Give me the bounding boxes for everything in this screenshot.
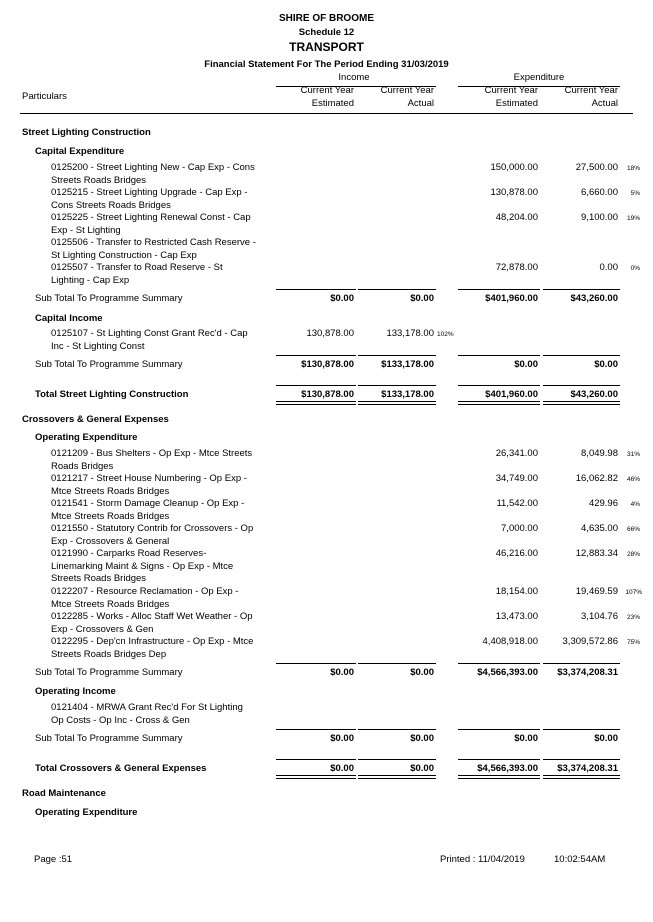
income-actual: $0.00 (410, 667, 434, 678)
exp-estimated: 4,408,918.00 (482, 636, 538, 647)
subtotal-rule (276, 663, 356, 664)
subtotal-rule (543, 289, 620, 290)
group-operating-expenditure: Operating Expenditure (35, 807, 138, 818)
section-street-lighting: Street Lighting Construction (22, 127, 151, 138)
income-actual: $133,178.00 (381, 389, 434, 400)
exp-estimated: 11,542.00 (496, 498, 538, 509)
group-capital-expenditure: Capital Expenditure (35, 146, 125, 157)
subtotal-rule (543, 663, 620, 664)
total-double-rule (458, 775, 540, 779)
exp-estimated: $4,566,393.00 (477, 667, 538, 678)
exp-estimated: 18,154.00 (495, 586, 538, 597)
percent: 46% (626, 476, 640, 483)
subtotal-rule (458, 663, 540, 664)
exp-estimated: $0.00 (514, 733, 538, 744)
total-rule (276, 759, 356, 760)
subtotal-rule (276, 355, 356, 356)
percent: 75% (626, 639, 640, 646)
income-estimated: $0.00 (330, 293, 354, 304)
exp-actual: 16,062.82 (575, 473, 618, 484)
subtotal-label: Sub Total To Programme Summary (35, 293, 183, 304)
exp-estimated: 150,000.00 (490, 162, 538, 173)
schedule-label: Schedule 12 (298, 27, 355, 38)
total-double-rule (276, 401, 356, 405)
total-rule (358, 759, 436, 760)
period-title: Financial Statement For The Period Ending 31/03/2019 (204, 59, 449, 70)
exp-estimated: $0.00 (514, 359, 538, 370)
line-description: 0121404 - MRWA Grant Rec'd For St Lighting Op Costs - Op Inc - Cross & Gen (51, 702, 243, 726)
percent: 28% (626, 551, 640, 558)
income-header: Income (338, 72, 370, 83)
exp-actual: 27,500.00 (575, 162, 618, 173)
income-estimated: 130,878.00 (306, 328, 354, 339)
subtotal-rule (358, 289, 436, 290)
total-label: Total Crossovers & General Expenses (35, 763, 207, 774)
line-description: 0125507 - Transfer to Road Reserve - St Lighting - Cap Exp (51, 262, 223, 286)
exp-actual: $43,260.00 (570, 293, 618, 304)
exp-actual: $3,374,208.31 (557, 667, 618, 678)
line-description: 0122207 - Resource Reclamation - Op Exp - Mtce Streets Roads Bridges (51, 586, 239, 610)
exp-actual: 12,883.34 (575, 548, 618, 559)
line-description: 0125225 - Street Lighting Renewal Const - Cap Exp - St Lighting (51, 212, 251, 236)
header-divider (20, 113, 633, 114)
group-operating-expenditure: Operating Expenditure (35, 432, 138, 443)
percent: 5% (630, 190, 640, 197)
line-description: 0125107 - St Lighting Const Grant Rec'd - Cap Inc - St Lighting Const (51, 328, 248, 352)
exp-actual: 6,660.00 (581, 187, 618, 198)
income-actual: $0.00 (410, 733, 434, 744)
exp-estimated: $401,960.00 (485, 293, 538, 304)
exp-estimated: $401,960.00 (485, 389, 538, 400)
section-title: TRANSPORT (289, 40, 364, 54)
exp-estimated: 130,878.00 (490, 187, 538, 198)
total-rule (543, 759, 620, 760)
subtotal-rule (358, 729, 436, 730)
page-number: Page :51 (34, 854, 73, 865)
subtotal-rule (458, 729, 540, 730)
percent: 4% (630, 501, 640, 508)
income-actual: $133,178.00 (381, 359, 434, 370)
total-double-rule (543, 775, 620, 779)
group-capital-income: Capital Income (35, 313, 103, 324)
exp-actual: 4,635.00 (581, 523, 618, 534)
exp-estimated: 46,216.00 (495, 548, 538, 559)
percent: 0% (630, 265, 640, 272)
exp-estimated: 13,473.00 (495, 611, 538, 622)
exp-actual: 429.96 (588, 498, 618, 509)
section-road-maintenance: Road Maintenance (22, 788, 106, 799)
percent: 107% (625, 589, 642, 596)
income-estimated: $0.00 (330, 733, 354, 744)
exp-actual: 8,049.98 (581, 448, 618, 459)
exp-estimated: 72,878.00 (495, 262, 538, 273)
subtotal-rule (543, 729, 620, 730)
subtotal-label: Sub Total To Programme Summary (35, 667, 183, 678)
exp-estimated: 7,000.00 (501, 523, 538, 534)
income-estimated: $130,878.00 (301, 359, 354, 370)
line-description: 0121541 - Storm Damage Cleanup - Op Exp - Mtce Streets Roads Bridges (51, 498, 245, 522)
org-name: SHIRE OF BROOME (278, 13, 374, 24)
income-estimated: $130,878.00 (301, 389, 354, 400)
income-actual: $0.00 (410, 763, 434, 774)
particulars-header: Particulars (22, 91, 67, 102)
line-description: 0121550 - Statutory Contrib for Crossovers - Op Exp - Crossovers & General (51, 523, 254, 547)
percent: 102% (437, 331, 454, 338)
exp-estimated: $4,566,393.00 (477, 763, 538, 774)
total-rule (458, 385, 540, 386)
percent: 19% (626, 215, 640, 222)
exp-estimated: 48,204.00 (495, 212, 538, 223)
exp-est-header: Current Year Estimated (484, 85, 538, 109)
exp-estimated: 34,749.00 (495, 473, 538, 484)
line-description: 0125215 - Street Lighting Upgrade - Cap Exp - Cons Streets Roads Bridges (51, 187, 248, 211)
exp-actual: $0.00 (594, 733, 618, 744)
total-double-rule (458, 401, 540, 405)
subtotal-rule (276, 289, 356, 290)
group-operating-income: Operating Income (35, 686, 116, 697)
income-actual: 133,178.00 (386, 328, 434, 339)
percent: 23% (626, 614, 640, 621)
exp-actual: 3,309,572.86 (562, 636, 618, 647)
percent: 31% (626, 451, 640, 458)
exp-actual: $43,260.00 (570, 389, 618, 400)
total-double-rule (358, 775, 436, 779)
exp-actual: 3,104.76 (581, 611, 618, 622)
income-estimated: $0.00 (330, 667, 354, 678)
subtotal-label: Sub Total To Programme Summary (35, 733, 183, 744)
line-description: 0125200 - Street Lighting New - Cap Exp - Cons Streets Roads Bridges (51, 162, 255, 186)
total-rule (543, 385, 620, 386)
line-description: 0121209 - Bus Shelters - Op Exp - Mtce Streets Roads Bridges (51, 448, 253, 472)
income-actual: $0.00 (410, 293, 434, 304)
total-double-rule (276, 775, 356, 779)
subtotal-rule (458, 355, 540, 356)
printed-time: 10:02:54AM (554, 854, 606, 865)
total-label: Total Street Lighting Construction (35, 389, 189, 400)
expenditure-header: Expenditure (513, 72, 565, 83)
income-act-header: Current Year Actual (380, 85, 434, 109)
exp-actual: 0.00 (599, 262, 618, 273)
line-description: 0121990 - Carparks Road Reserves-Linemarking Maint & Signs - Op Exp - Mtce Streets Roads Bridges (51, 548, 234, 584)
total-rule (358, 385, 436, 386)
subtotal-rule (458, 289, 540, 290)
income-est-header: Current Year Estimated (300, 85, 354, 109)
exp-estimated: 26,341.00 (495, 448, 538, 459)
percent: 18% (626, 165, 640, 172)
subtotal-rule (276, 729, 356, 730)
section-crossovers: Crossovers & General Expenses (22, 414, 169, 425)
printed-date: Printed : 11/04/2019 (440, 854, 525, 865)
total-double-rule (358, 401, 436, 405)
subtotal-rule (543, 355, 620, 356)
line-description: 0121217 - Street House Numbering - Op Exp - Mtce Streets Roads Bridges (51, 473, 247, 497)
total-rule (458, 759, 540, 760)
line-description: 0125506 - Transfer to Restricted Cash Reserve - St Lighting Construction - Cap Exp (51, 237, 256, 261)
percent: 66% (626, 526, 640, 533)
total-rule (276, 385, 356, 386)
line-description: 0122285 - Works - Alloc Staff Wet Weather - Op Exp - Crossovers & Gen (51, 611, 253, 635)
subtotal-label: Sub Total To Programme Summary (35, 359, 183, 370)
exp-actual: 9,100.00 (581, 212, 618, 223)
exp-act-header: Current Year Actual (564, 85, 618, 109)
subtotal-rule (358, 663, 436, 664)
exp-actual: 19,469.59 (575, 586, 618, 597)
subtotal-rule (358, 355, 436, 356)
total-double-rule (543, 401, 620, 405)
exp-actual: $3,374,208.31 (557, 763, 618, 774)
line-description: 0122295 - Dep'cn Infrastructure - Op Exp - Mtce Streets Roads Bridges Dep (51, 636, 254, 660)
income-estimated: $0.00 (330, 763, 354, 774)
exp-actual: $0.00 (594, 359, 618, 370)
